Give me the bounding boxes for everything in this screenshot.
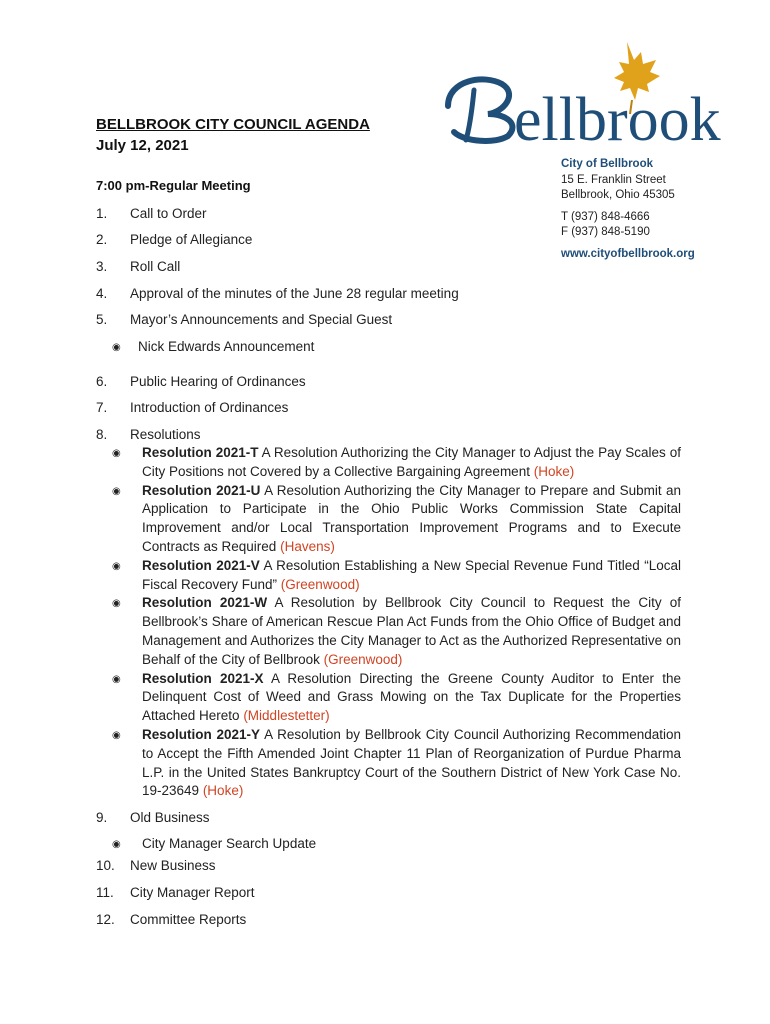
resolution-item [112, 726, 681, 801]
resolution-id: Resolution 2021-X [142, 670, 264, 686]
item-text: Approval of the minutes of the June 28 regular meeting [130, 286, 459, 301]
resolution-sponsor: (Greenwood) [280, 576, 360, 592]
item-number: 12. [96, 912, 115, 928]
item-text: Pledge of Allegiance [130, 232, 253, 247]
contact-city: Bellbrook, Ohio 45305 [561, 189, 675, 201]
agenda-item [96, 884, 681, 911]
bullet-icon: ◉ [112, 598, 121, 610]
item-number: 8. [96, 427, 108, 442]
resolution-sponsor: (Greenwood) [323, 651, 403, 667]
resolution-sponsor: (Middlestetter) [243, 708, 330, 724]
contact-phone: T (937) 848-4666 [561, 210, 650, 223]
item-text: Resolutions [130, 427, 201, 442]
bellbrook-logo-graphic [444, 40, 734, 145]
resolution-item [112, 594, 681, 669]
bullet-icon: ◉ [112, 485, 121, 497]
agenda-item [96, 426, 681, 444]
agenda-list [96, 205, 681, 937]
bellbrook-logo [444, 40, 734, 145]
item-text: Old Business [130, 810, 210, 826]
resolution-text: A Resolution Authorizing the City Manager to Adjust the Pay Scales of City Positions not Covered by a Collective Bargaining Agreement [142, 445, 681, 479]
bullet-icon: ◉ [112, 560, 121, 572]
resolution-text: A Resolution by Bellbrook City Council to Request the City of Bellbrook’s Share of American Rescue Plan Act Funds from the Ohio Office of Budget and Management and Authorizes the City Manager to Act as the Authorized Representative on Behalf of the City of Bellbrook [142, 595, 681, 667]
bullet-text: Nick Edwards Announcement [138, 339, 315, 354]
resolution-sponsor: (Hoke) [533, 463, 575, 479]
bullet-icon: ◉ [112, 448, 121, 459]
agenda-item [96, 285, 681, 311]
logo-wordmark: ellbrook [514, 86, 721, 145]
resolution-sponsor: (Havens) [280, 538, 335, 554]
contact-website-link[interactable]: www.cityofbellbrook.org [561, 247, 695, 260]
item-text: Public Hearing of Ordinances [130, 374, 306, 389]
resolution-id: Resolution 2021-V [142, 557, 260, 573]
agenda-title-block [96, 114, 370, 156]
resolution-text: A Resolution Authorizing the City Manager to Prepare and Submit an Application to Participate in the Ohio Public Works Commission State Capital Improvement and/or Local Transportation Improvement Programs and to Execute Contracts as Required [142, 482, 681, 554]
item-number: 11. [96, 885, 114, 901]
agenda-item [96, 373, 681, 399]
item-text: Mayor’s Announcements and Special Guest [130, 312, 393, 327]
agenda-item [96, 231, 681, 258]
item-text: Committee Reports [130, 912, 247, 928]
item-number: 6. [96, 374, 108, 389]
item-text: New Business [130, 858, 216, 874]
item-text: Call to Order [130, 206, 207, 221]
bullet-icon: ◉ [112, 839, 121, 851]
resolution-item [112, 557, 681, 595]
list-item [112, 835, 681, 857]
resolution-text: A Resolution Establishing a New Special Revenue Fund Titled “Local Fiscal Recovery Fund” [142, 557, 681, 592]
resolution-id: Resolution 2021-W [142, 595, 268, 611]
agenda-item [96, 258, 681, 285]
resolution-id: Resolution 2021-T [142, 445, 259, 460]
contact-fax: F (937) 848-5190 [561, 226, 650, 238]
agenda-item [96, 205, 681, 231]
bullet-icon: ◉ [112, 673, 121, 685]
item-number: 4. [96, 286, 108, 301]
bullet-icon: ◉ [112, 729, 121, 741]
agenda-date: July 12, 2021 [96, 137, 189, 154]
resolution-item [112, 670, 681, 726]
bullet-text: City Manager Search Update [142, 836, 317, 852]
item-number: 9. [96, 810, 108, 826]
item-number: 1. [96, 206, 108, 221]
resolution-item [112, 482, 681, 557]
item-text: City Manager Report [130, 885, 255, 901]
resolution-text: A Resolution by Bellbrook City Council Authorizing Recommendation to Accept the Fifth Amended Joint Chapter 11 Plan of Reorganization of Purdue Pharma L.P. in the United States Bankruptcy Court of the Southern District of New York Case No. 19-23649 [142, 726, 681, 799]
agenda-item [96, 857, 681, 884]
resolution-id: Resolution 2021-U [142, 482, 261, 498]
item-number: 2. [96, 232, 108, 247]
resolution-item [112, 444, 681, 482]
resolution-sponsor: (Hoke) [202, 783, 244, 799]
agenda-item [96, 399, 681, 426]
agenda-item [96, 911, 681, 937]
item-text: Introduction of Ordinances [130, 400, 289, 415]
agenda-item [96, 809, 681, 835]
bullet-icon: ◉ [112, 342, 121, 353]
item-number: 7. [96, 400, 108, 415]
contact-org: City of Bellbrook [561, 158, 654, 170]
item-number: 3. [96, 259, 108, 274]
meeting-time: 7:00 pm-Regular Meeting [96, 178, 251, 193]
item-number: 10. [96, 858, 115, 874]
resolution-id: Resolution 2021-Y [142, 726, 261, 742]
agenda-title: BELLBROOK CITY COUNCIL AGENDA [96, 116, 370, 133]
list-item [112, 338, 681, 373]
item-number: 5. [96, 312, 108, 327]
agenda-item [96, 311, 681, 338]
resolution-text: A Resolution Directing the Greene County Auditor to Enter the Delinquent Cost of Weed and Grass Mowing on the Tax Duplicate for the Properties Attached Hereto [142, 670, 681, 724]
item-text: Roll Call [130, 259, 181, 274]
contact-street: 15 E. Franklin Street [561, 173, 666, 186]
logo-swoosh-icon [448, 79, 512, 141]
